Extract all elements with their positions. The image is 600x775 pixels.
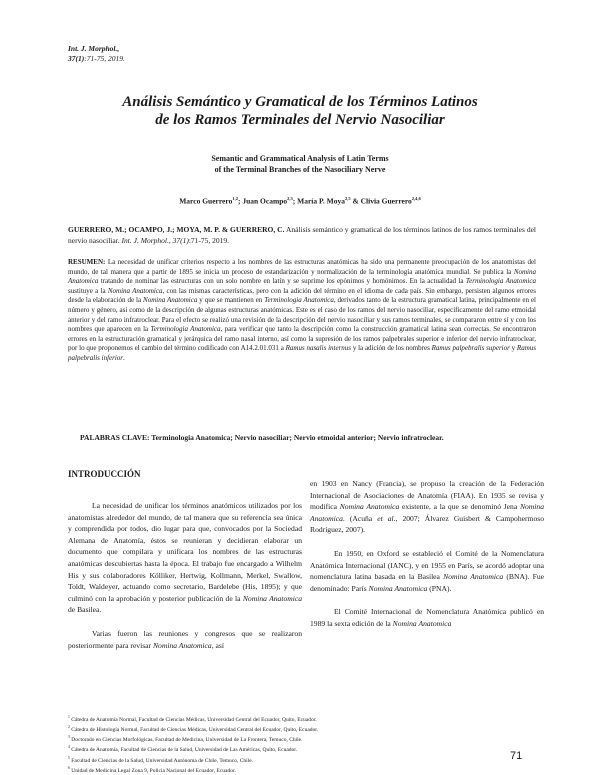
abstract-text: , con las mismas características, pero con la adición del término en el idioma de cada país. Sin embargo, persisten algunos errores desde la elaboración de la [68,286,537,305]
abstract-italic: Terminologia Anatomica [264,296,334,305]
paper-title [60,93,540,129]
paragraph-italic: et al [377,513,394,523]
abstract [68,258,536,364]
author-affiliation: 2,4,6 [411,196,421,201]
paragraph [310,548,544,594]
title-line-1: Análisis Semántico y Gramatical de los Términos Latinos [122,94,478,110]
footnote-number: 1 [68,715,70,719]
page-number: 71 [510,750,523,762]
citation-journal: Int. J. Morphol., 37(1) [121,236,189,245]
author-list [60,194,540,207]
footnote-text: Cátedra de Anatomía Normal, Facultad de Ciencias Médicas, Universidad Central del Ecuador, Quito, Ecuador. [71,716,317,723]
footnote [68,724,536,734]
footnote-text: Cátedra de Histología Normal, Facultad de Ciencias Médicas, Universidad Central del Ecuador, Quito, Ecuador. [71,726,319,733]
paragraph-italic: Nomina Anatomica [310,502,544,523]
citation-text: Análisis semántico y gramatical de los términos latinos de los ramos terminales del nervio nasociliar. [68,225,536,245]
paragraph-text: En 1950, en Oxford se estableció el Comité de la Nomenclatura Anatómica Internacional (IANC), y en 1955 en París, se acordó adoptar una nomenclatura latina basada en la Basilea [310,548,544,582]
paragraph [310,478,544,536]
abstract-italic: Terminologia Anatomica, [150,325,223,334]
paragraph-italic: Nomina Anatomica [152,640,212,650]
paragraph [68,628,302,651]
citation-authors: GUERRERO, M.; OCAMPO, J.; MOYA, M. P. & GUERRERO, C. [68,225,285,234]
section-heading-introduction: INTRODUCCIÓN [68,469,141,479]
footnote [68,765,536,775]
footnote-number: 2 [68,725,70,730]
footnote-number: 6 [68,765,70,770]
paragraph-italic: Nomina Anatomica [339,502,400,512]
abstract-text: , derivados tanto de la estructura gramatical latina, principalmente en el número y género, así como de la descripción de algunas estructuras anatómicas. Este es el caso de los ramos del nervio nasociliar, específicamente del ramo etmoidal anterior y del ramo infratroclear. Para el efecto se realizó una revisión de la descripción del nervio nasociliar y sus ramos terminales, se compararon entre sí y con los nombres que aparecen en la [68,296,537,334]
journal-header [68,44,125,64]
abstract-text: y la adición de los nombres [351,344,432,353]
paragraph-text: (PNA). [427,583,452,593]
abstract-italic: Terminologia Anatomica [465,277,536,286]
paragraph-text: existente, a la que se denominó Jena [399,502,520,512]
english-title-line-1: Semantic and Grammatical Analysis of Latin Terms [211,154,389,163]
footnote [68,714,536,724]
abstract-text: . [123,353,125,362]
author-name: Marco Guerrero [179,196,233,206]
title-line-2: de los Ramos Terminales del Nervio Nasociliar [155,112,445,128]
author-name: Clivia Guerrero [360,196,412,206]
keywords [80,433,536,443]
left-column [68,500,302,663]
author-affiliation: 2,5 [344,196,351,201]
paragraph-italic: Nomina Anatomica [392,618,452,628]
author-name: María P. Moya [297,196,345,206]
footnote-number: 3 [68,735,70,740]
abstract-italic: Ramus palpebralis superior [431,344,510,353]
abstract-text: para verificar que tanto la descripción como la construcción gramatical latina sean correctas. Se encontraron errores en la estructuración gramatical y jerárquica del ramo nasal interno, así como la supresión de los ramos palpebrales superior e inferior del nervio infratroclear, por lo que proponemos el cambio del término codificado con A14.2.01.031 a [68,325,536,353]
abstract-text: sustituye a la [68,286,108,295]
author-name: Juan Ocampo [242,196,288,206]
journal-name: Int. J. Morphol., [68,44,120,53]
paragraph [310,606,544,629]
right-column [310,478,544,642]
paragraph-text: (BNA). Fue denominado: París [310,572,544,593]
author-separator: ; [292,196,298,206]
abstract-text: y que se mantienen en [197,296,265,305]
footnote-text: Cátedra de Anatomía, Facultad de Ciencias de la Salud, Universidad de Las Américas, Quito, Ecuador. [71,747,298,754]
author-affiliation: 2,3 [287,196,293,201]
paragraph-text: El Comité Internacional de Nomenclatura Anatómica publicó en 1989 la sexta edición de la [310,607,544,628]
paragraph-text: de Basilea. [68,605,102,615]
footnote-text: Unidad de Medicina Legal Zona 9, Policía Nacional del Ecuador, Ecuador. [71,767,236,774]
abstract-italic: Ramus nasalis internus [285,344,352,353]
paragraph [68,500,302,616]
paragraph-text: en 1903 en Nancy (Francia), se propuso la creación de la Federación Internacional de Asociaciones de Anatomía (FIAA). En 1935 se revisa y modifica [310,479,544,512]
journal-pages: :71-75, 2019. [84,54,125,63]
author-separator: & [350,196,361,206]
paragraph-text: ., 2007; Álvarez Guisbert & Campohermoso Rodríguez, 2007). [310,513,545,535]
paragraph-italic: Nomina Anatomica [443,572,504,582]
footnote-text: Doctorado en Ciencias Morfológicas, Facultad de Medicina, Universidad de La Frontera, Temuco, Chile. [71,737,303,744]
abstract-italic: Nomina Anatomica [107,286,163,295]
paragraph-italic: Nomina Anatomica [368,583,428,593]
paragraph-text: La necesidad de unificar los términos anatómicos utilizados por los anatomistas alrededor del mundo, de tal manera que su referencia sea única y comprendida por todos, dio lugar para que, convocados por la Sociedad Alemana de Anatomía, éstos se reunieran y decidieran elaborar un documento que compilara y unificara los nombres de las estructuras anatómicas descubiertas hasta la época. El trabajo fue encargado a Wilhelm His y sus colaboradores Kölliker, Hertwig, Kollmann, Merkel, Swallow, Toldt, Waldeyer, actuando como secretario, Bardelebe (His, 1895); y que culminó con la aprobación y posterior publicación de la [68,501,302,603]
footnote [68,744,536,754]
paragraph-italic: Nomina Anatomica [242,593,302,603]
abstract-text: y [509,344,517,353]
footnotes [68,714,536,775]
footnote-text: Facultad de Ciencias de la Salud, Universidad Autónoma de Chile, Temuco, Chile. [71,757,254,764]
abstract-text: tratando de nominar las estructuras con un solo nombre en latín y se suprime los epónimos y homónimos. En la actualidad la [98,277,466,286]
abstract-label: RESUMEN: [68,258,106,266]
abstract-text: La necesidad de unificar criterios respecto a los nombres de las estructuras anatómicas ha sido una permanente preocupación de los anatomistas del mundo, de tal manera que a partir de 1895 se inicia un proceso de estandarización y normalización de la terminología anatómica mundial. Se publica la [68,258,536,276]
author-affiliation: 1,2 [232,196,238,201]
footnote-number: 4 [68,745,70,750]
english-title-line-2: of the Terminal Branches of the Nasociliary Nerve [214,165,386,174]
abstract-italic: Ramus palpebralis inferior [68,344,536,362]
citation [68,224,536,246]
keywords-value: Terminologia Anatomica; Nervio nasociliar; Nervio etmoidal anterior; Nervio infratroclear. [149,433,444,442]
abstract-italic: Nomina Anatomica [143,296,198,305]
journal-volume: 37(1) [68,54,85,63]
paragraph-text: Varias fueron las reuniones y congresos que se realizaron posteriormente para revisar [68,628,302,650]
paragraph-text: , así [211,640,224,650]
footnote [68,755,536,765]
paragraph-text: . (Acuña [342,513,378,523]
author-separator: ; [237,196,243,206]
abstract-italic: Nomina Anatomica [68,267,536,286]
footnote [68,734,536,744]
english-title [60,153,540,175]
citation-pages: :71-75, 2019. [188,236,230,245]
keywords-label: PALABRAS CLAVE: [80,433,150,442]
footnote-number: 5 [68,755,70,760]
